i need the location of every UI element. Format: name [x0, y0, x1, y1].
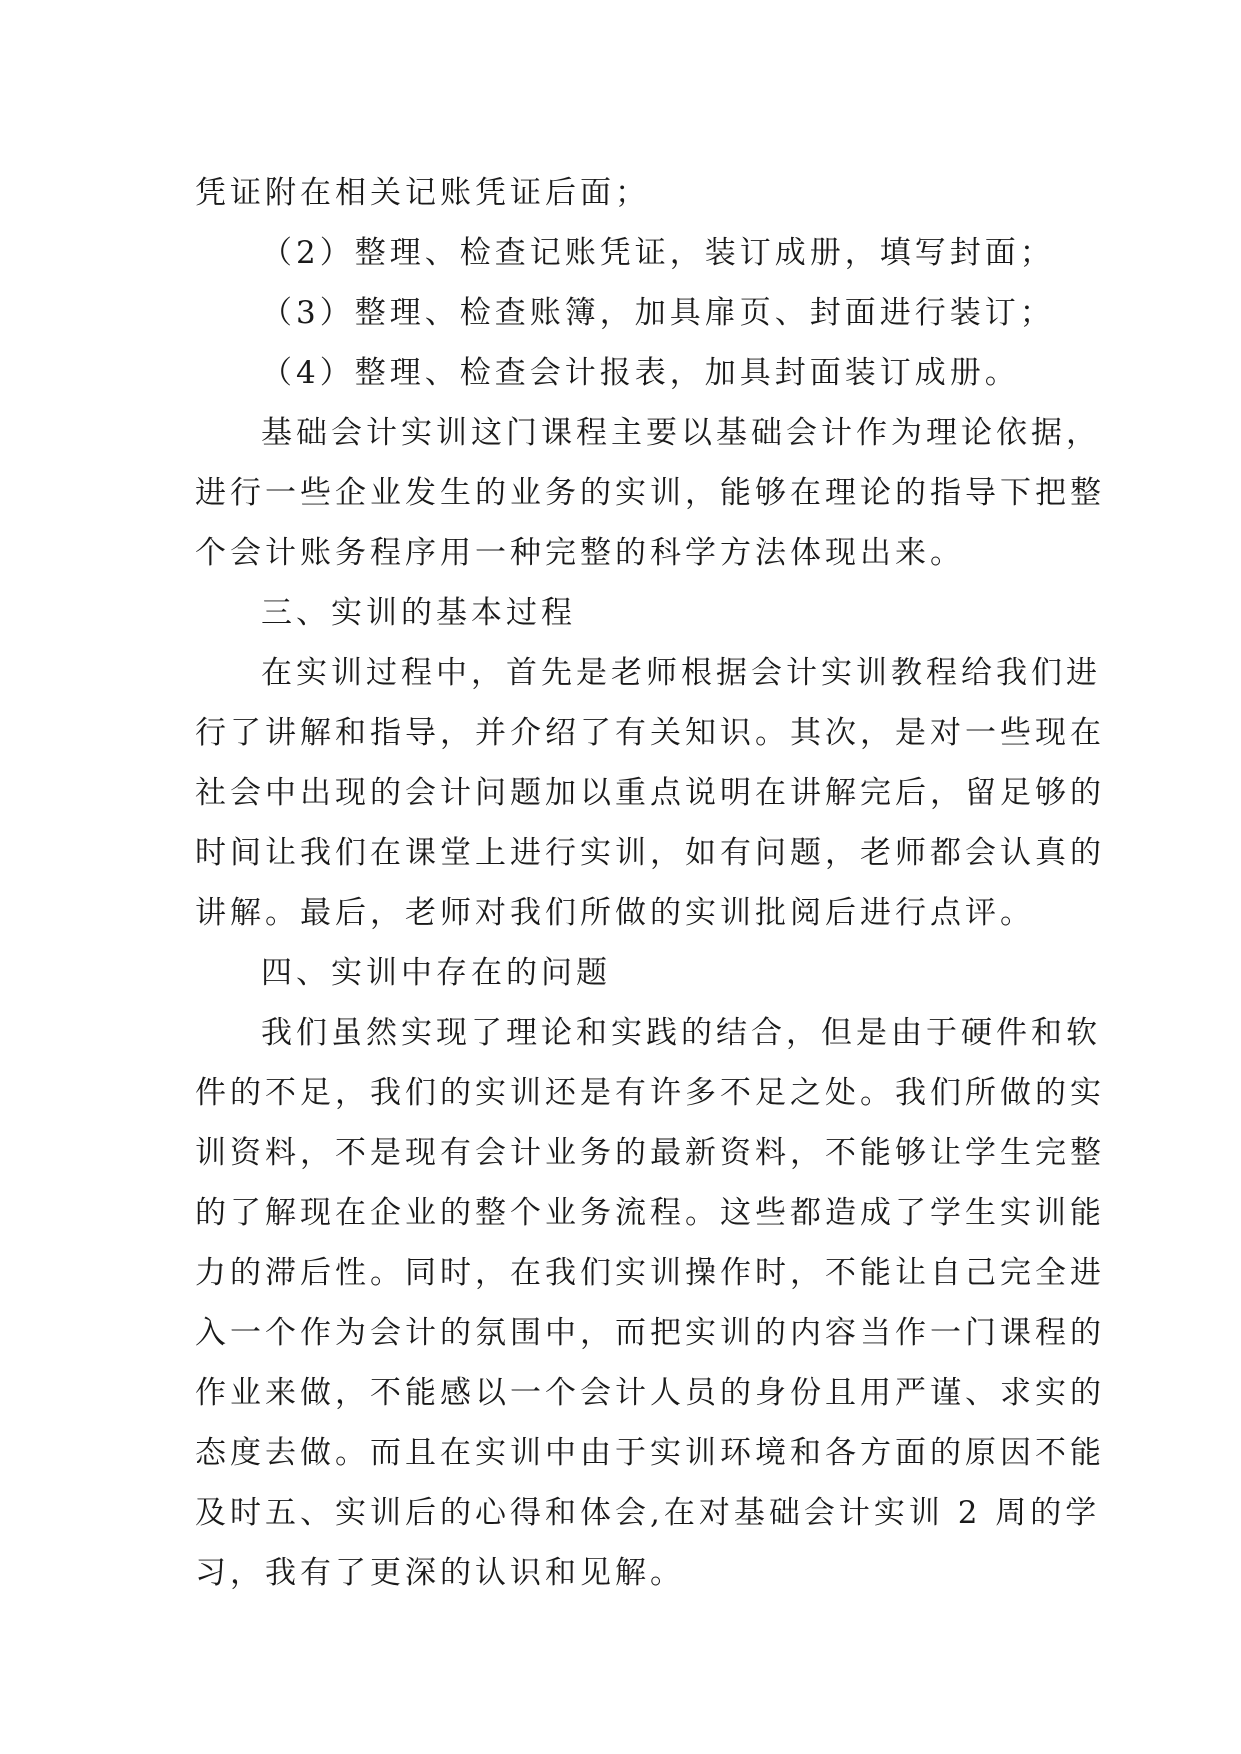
text-line: 在实训过程中，首先是老师根据会计实训教程给我们进 [261, 655, 1101, 691]
text-line: （2）整理、检查记账凭证，装订成册，填写封面； [261, 235, 1055, 271]
text-line: 力的滞后性。同时，在我们实训操作时，不能让自己完全进 [195, 1255, 1105, 1291]
text-line: 件的不足，我们的实训还是有许多不足之处。我们所做的实 [195, 1075, 1105, 1111]
document-body [195, 163, 1105, 1603]
text-line: 个会计账务程序用一种完整的科学方法体现出来。 [195, 535, 965, 571]
text-line: 行了讲解和指导，并介绍了有关知识。其次，是对一些现在 [195, 715, 1105, 751]
text-line: （3）整理、检查账簿，加具扉页、封面进行装订； [261, 295, 1055, 331]
section-heading: 三、实训的基本过程 [261, 595, 576, 631]
text-line: （4）整理、检查会计报表，加具封面装订成册。 [261, 355, 1020, 391]
text-line: 时间让我们在课堂上进行实训，如有问题，老师都会认真的 [195, 835, 1105, 871]
text-line: 社会中出现的会计问题加以重点说明在讲解完后，留足够的 [195, 775, 1105, 811]
text-line: 作业来做，不能感以一个会计人员的身份且用严谨、求实的 [195, 1375, 1105, 1411]
text-line: 及时五、实训后的心得和体会,在对基础会计实训 2 周的学 [195, 1495, 1101, 1531]
text-line: 习，我有了更深的认识和见解。 [195, 1555, 685, 1591]
text-line: 入一个作为会计的氛围中，而把实训的内容当作一门课程的 [195, 1315, 1105, 1351]
section-heading: 四、实训中存在的问题 [261, 955, 611, 991]
text-line: 基础会计实训这门课程主要以基础会计作为理论依据， [261, 415, 1101, 451]
text-line: 态度去做。而且在实训中由于实训环境和各方面的原因不能 [195, 1435, 1105, 1471]
text-line: 进行一些企业发生的业务的实训，能够在理论的指导下把整 [195, 475, 1105, 511]
text-line: 我们虽然实现了理论和实践的结合，但是由于硬件和软 [261, 1015, 1101, 1051]
text-line: 凭证附在相关记账凭证后面； [195, 175, 650, 211]
text-line: 的了解现在企业的整个业务流程。这些都造成了学生实训能 [195, 1195, 1105, 1231]
text-line: 讲解。最后，老师对我们所做的实训批阅后进行点评。 [195, 895, 1035, 931]
text-line: 训资料，不是现有会计业务的最新资料，不能够让学生完整 [195, 1135, 1105, 1171]
